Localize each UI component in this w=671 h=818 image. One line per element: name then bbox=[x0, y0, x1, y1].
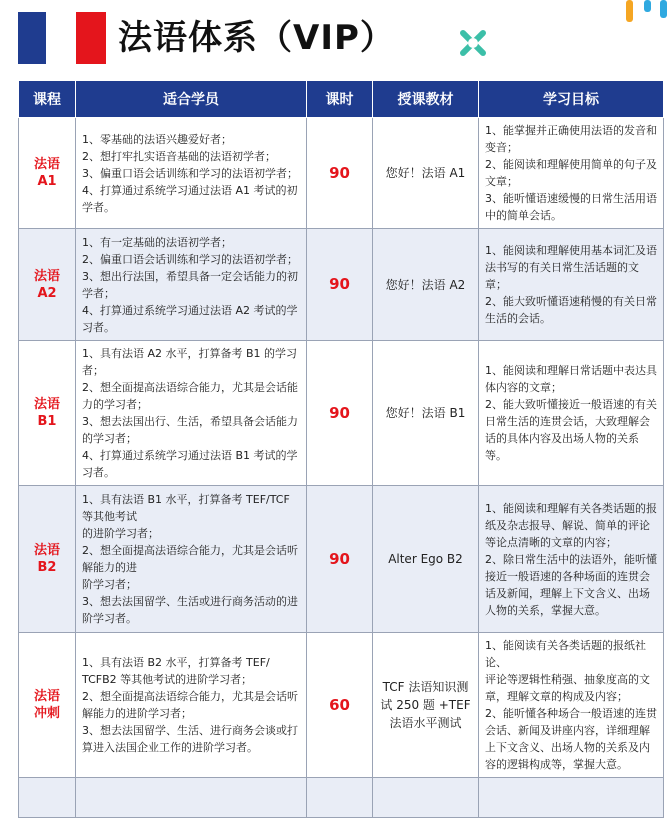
header-course: 课程 bbox=[19, 81, 76, 118]
empty-cell bbox=[76, 778, 307, 818]
course-cell: 法语 A1 bbox=[19, 118, 76, 229]
hours-cell: 90 bbox=[307, 486, 373, 633]
header-goals: 学习目标 bbox=[479, 81, 664, 118]
students-cell: 1、具有法语 B2 水平，打算备考 TEF/ TCFB2 等其他考试的进阶学习者； 2、想全面提高法语综合能力，尤其是会话听 解能力的进阶学习者； 3、想去法国留学、生活、进行商务会谈或打 算进入法国企业工作的进阶学习者。 bbox=[76, 633, 307, 778]
students-cell: 1、具有法语 A2 水平，打算备考 B1 的学习者； 2、想全面提高法语综合能力，尤其是会话能 力的学习者； 3、想去法国出行、生活，希望具备会话能力 的学习者； 4、打算通过系统学习通过法语 B1 考试的学 习者。 bbox=[76, 341, 307, 486]
goals-cell: 1、能阅读和理解日常话题中表达具 体内容的文章； 2、能大致听懂接近一般语速的有关 日常生活的连贯会话，大致理解会 话的具体内容及出场人物的关系等。 bbox=[479, 341, 664, 486]
goals-cell: 1、能阅读和理解使用基本词汇及语 法书写的有关日常生活话题的文章； 2、能大致听懂语速稍慢的有关日常 生活的会话。 bbox=[479, 229, 664, 341]
table-header-row bbox=[19, 81, 664, 118]
goals-cell: 1、能掌握并正确使用法语的发音和 变音； 2、能阅读和理解使用简单的句子及 文章； 3、能听懂语速缓慢的日常生活用语 中的简单会话。 bbox=[479, 118, 664, 229]
header-hours: 课时 bbox=[307, 81, 373, 118]
goals-cell: 1、能阅读有关各类话题的报纸社论、 评论等逻辑性稍强、抽象度高的文 章，理解文章的构成及内容； 2、能听懂各种场合一般语速的连贯 会话、新闻及讲座内容，详细理解 上下文含义、出场人物的关系及内 容的逻辑构成等，掌握大意。 bbox=[479, 633, 664, 778]
table-row bbox=[19, 341, 664, 486]
header-students: 适合学员 bbox=[76, 81, 307, 118]
materials-cell: Alter Ego B2 bbox=[373, 486, 479, 633]
students-cell: 1、零基础的法语兴趣爱好者； 2、想打牢扎实语音基础的法语初学者； 3、偏重口语会话训练和学习的法语初学者； 4、打算通过系统学习通过法语 A1 考试的初 学者。 bbox=[76, 118, 307, 229]
materials-cell: 您好！法语 A1 bbox=[373, 118, 479, 229]
goals-cell: 1、能阅读和理解有关各类话题的报 纸及杂志报导、解说、简单的评论 等论点清晰的文章的内容； 2、除日常生活中的法语外，能听懂 接近一般语速的各种场面的连贯会 话及新闻，理解上下文含义、出场 人物的关系，掌握大意。 bbox=[479, 486, 664, 633]
empty-cell bbox=[307, 778, 373, 818]
materials-cell: 您好！法语 A2 bbox=[373, 229, 479, 341]
decorative-cross-icon bbox=[455, 25, 491, 61]
course-cell: 法语 A2 bbox=[19, 229, 76, 341]
course-table bbox=[18, 80, 664, 818]
empty-cell bbox=[19, 778, 76, 818]
table-row bbox=[19, 118, 664, 229]
table-row bbox=[19, 486, 664, 633]
empty-cell bbox=[373, 778, 479, 818]
hours-cell: 90 bbox=[307, 118, 373, 229]
hours-cell: 90 bbox=[307, 341, 373, 486]
french-flag-icon bbox=[18, 12, 106, 64]
table-row bbox=[19, 633, 664, 778]
page-title: 法语体系（VIP） bbox=[118, 18, 395, 58]
materials-cell: 您好！法语 B1 bbox=[373, 341, 479, 486]
table-row bbox=[19, 229, 664, 341]
empty-cell bbox=[479, 778, 664, 818]
course-cell: 法语 B2 bbox=[19, 486, 76, 633]
students-cell: 1、具有法语 B1 水平，打算备考 TEF/TCF 等其他考试 的进阶学习者； 2、想全面提高法语综合能力，尤其是会话听 解能力的进 阶学习者； 3、想去法国留学、生活或进行商务活动的进 阶学习者。 bbox=[76, 486, 307, 633]
course-cell: 法语 冲刺 bbox=[19, 633, 76, 778]
decorative-bars-icon bbox=[616, 0, 671, 24]
hours-cell: 60 bbox=[307, 633, 373, 778]
students-cell: 1、有一定基础的法语初学者； 2、偏重口语会话训练和学习的法语初学者； 3、想出行法国，希望具备一定会话能力的初 学者； 4、打算通过系统学习通过法语 A2 考试的学 习者。 bbox=[76, 229, 307, 341]
header-materials: 授课教材 bbox=[373, 81, 479, 118]
course-cell: 法语 B1 bbox=[19, 341, 76, 486]
table-row-empty bbox=[19, 778, 664, 818]
materials-cell: TCF 法语知识测 试 250 题 +TEF 法语水平测试 bbox=[373, 633, 479, 778]
hours-cell: 90 bbox=[307, 229, 373, 341]
